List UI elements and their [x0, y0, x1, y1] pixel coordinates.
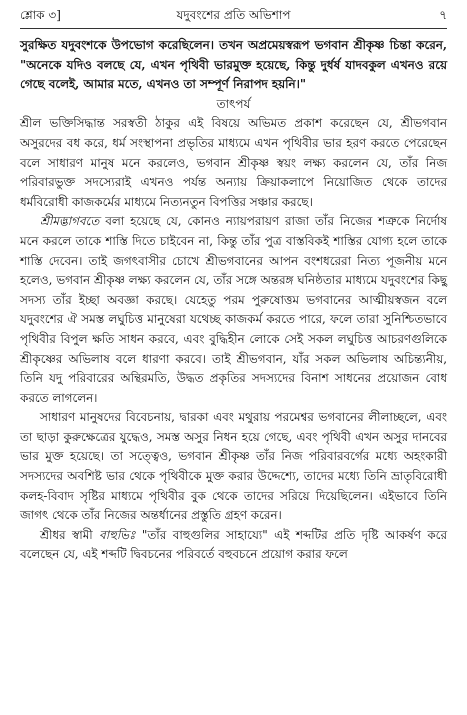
book-title-reference: শ্রীমদ্ভাগবতে [40, 214, 100, 229]
purport-paragraph-3: সাধারণ মানুষদের বিবেচনায়, দ্বারকা এবং মথুরায় পরমেশ্বর ভগবানের লীলাচ্ছলে, এবং তা ছাড়া কুরুক্ষেত্রের যুদ্ধেও, সমস্ত অসুর নিধন হয়ে গেছে, এবং পৃথিবী এখন অসুর দানবের ভার মুক্ত হয়েছে। তা সত্ত্বেও, ভগবান শ্রীকৃষ্ণ তাঁর নিজ পরিবারবর্গের মধ্যে অহংকারী সদস্যদের অবশিষ্ট ভার থেকে পৃথিবীকে মুক্ত করার উদ্দেশ্যে, তাদের মধ্যে তিনি ভ্রাতৃবিরোধী কলহ-বিবাদ সৃষ্টির মাধ্যমে পৃথিবীর বুক থেকে তাদের সরিয়ে দিয়েছিলেন। এইভাবে তিনি জাগৎ থেকে তাঁর নিজের অন্তর্ধানের প্রস্তুতি গ্রহণ করেন। [20, 410, 447, 523]
purport-paragraph-2 [20, 212, 447, 408]
sanskrit-word: বাহুভিঃ [99, 527, 136, 542]
purport-paragraph-4 [20, 526, 447, 565]
paragraph-4-lead: শ্রীধর স্বামী [40, 527, 100, 542]
purport-heading: তাৎপর্য [216, 96, 251, 111]
header-verse-ref: শ্লোক ৩] [20, 8, 61, 22]
running-header [20, 4, 447, 26]
header-chapter-title: যদুবংশের প্রতি অভিশাপ [176, 8, 291, 22]
page-number: ৭ [439, 8, 447, 22]
translation-text: সুরক্ষিত যদুবংশকে উপভোগ করেছিলেন। তখন অপ্রমেয়স্বরূপ ভগবান শ্রীকৃষ্ণ চিন্তা করেন, "অনেকে যদিও বলছে যে, এখন পৃথিবী ভারমুক্ত হয়েছে, কিন্তু দুর্ধর্ষ যাদবকুল এখনও রয়ে গেছে বলেই, আমার মতে, এখনও তা সম্পূর্ণ নিরাপদ হয়নি।" [20, 38, 447, 92]
page-body [20, 36, 447, 565]
paragraph-4-text: "তাঁর বাহুগুলির সাহায্যে" এই শব্দটির প্রতি দৃষ্টি আকর্ষণ করে বলেছেন যে, এই শব্দটি দ্বিবচনের পরিবর্তে বহুবচনে প্রয়োগ করার ফলে [20, 527, 448, 562]
purport-paragraph-1: শ্রীল ভক্তিসিদ্ধান্ত সরস্বতী ঠাকুর এই বিষয়ে অভিমত প্রকাশ করেছেন যে, শ্রীভগবান অসুরদের বধ করে, ধর্ম সংস্থাপনা প্রভৃতির মাধ্যমে এখন পৃথিবীর ভার হরণ করতে পেরেছেন বলে সাধারণ মানুষ মনে করলেও, ভগবান শ্রীকৃষ্ণ স্বয়ং লক্ষ্য করলেন যে, তাঁর নিজ পরিবারভুক্ত সদস্যেরাই এখনও পর্যন্ত অন্যায় ক্রিয়াকলাপে নিয়োজিত থেকে তাদের ধর্মবিরোধী কাজকর্মের মাধ্যমে নিত্যনতুন বিপত্তির সঞ্চার করছে। [20, 116, 447, 209]
paragraph-2-text: বলা হয়েছে যে, কোনও ন্যায়পরায়ণ রাজা তাঁর নিজের শত্রুকে নির্দোষ মনে করলে তাকে শাস্তি দিতে চাইবেন না, কিন্তু তাঁর পুত্র বাস্তবিকই শাস্তির যোগ্য হলে তাকে শাস্তি দেবেন। তাই জগৎবাসীর চোখে শ্রীভগবানের আপন বংশধরেরা নিত্য পূজনীয় মনে হলেও, ভগবান শ্রীকৃষ্ণ লক্ষ্য করলেন যে, তাঁর সঙ্গে অন্তরঙ্গ ঘনিষ্ঠতার মাধ্যমে যদুবংশের কিছু সদস্য তাঁর ইচ্ছা অবজ্ঞা করছে। যেহেতু পরম পুরুষোত্তম ভগবানের আত্মীয়স্বজন বলে যদুবংশের ঐ সমস্ত লঘুচিত্ত মানুষেরা যথেচ্ছ কাজকর্ম করতে পারে, ফলে তারা সুনিশ্চিতভাবে পৃথিবীর বিপুল ক্ষতি সাধন করবে, এবং বুদ্ধিহীন লোকে সেই সকল লঘুচিত্ত আচরণগুলিকে শ্রীকৃষ্ণের অভিলাষ বলে ধারণা করবে। তাই শ্রীভগবান, যাঁর সকল অভিলাষ অচিন্ত্যনীয়, তিনি যদু পরিবারের অন্থিরমতি, উদ্ধত প্রকৃতির সদস্যদের বিনাশ সাধনের প্রয়োজন বোধ করতে লাগলেন। [20, 214, 447, 405]
header-divider [20, 28, 447, 29]
